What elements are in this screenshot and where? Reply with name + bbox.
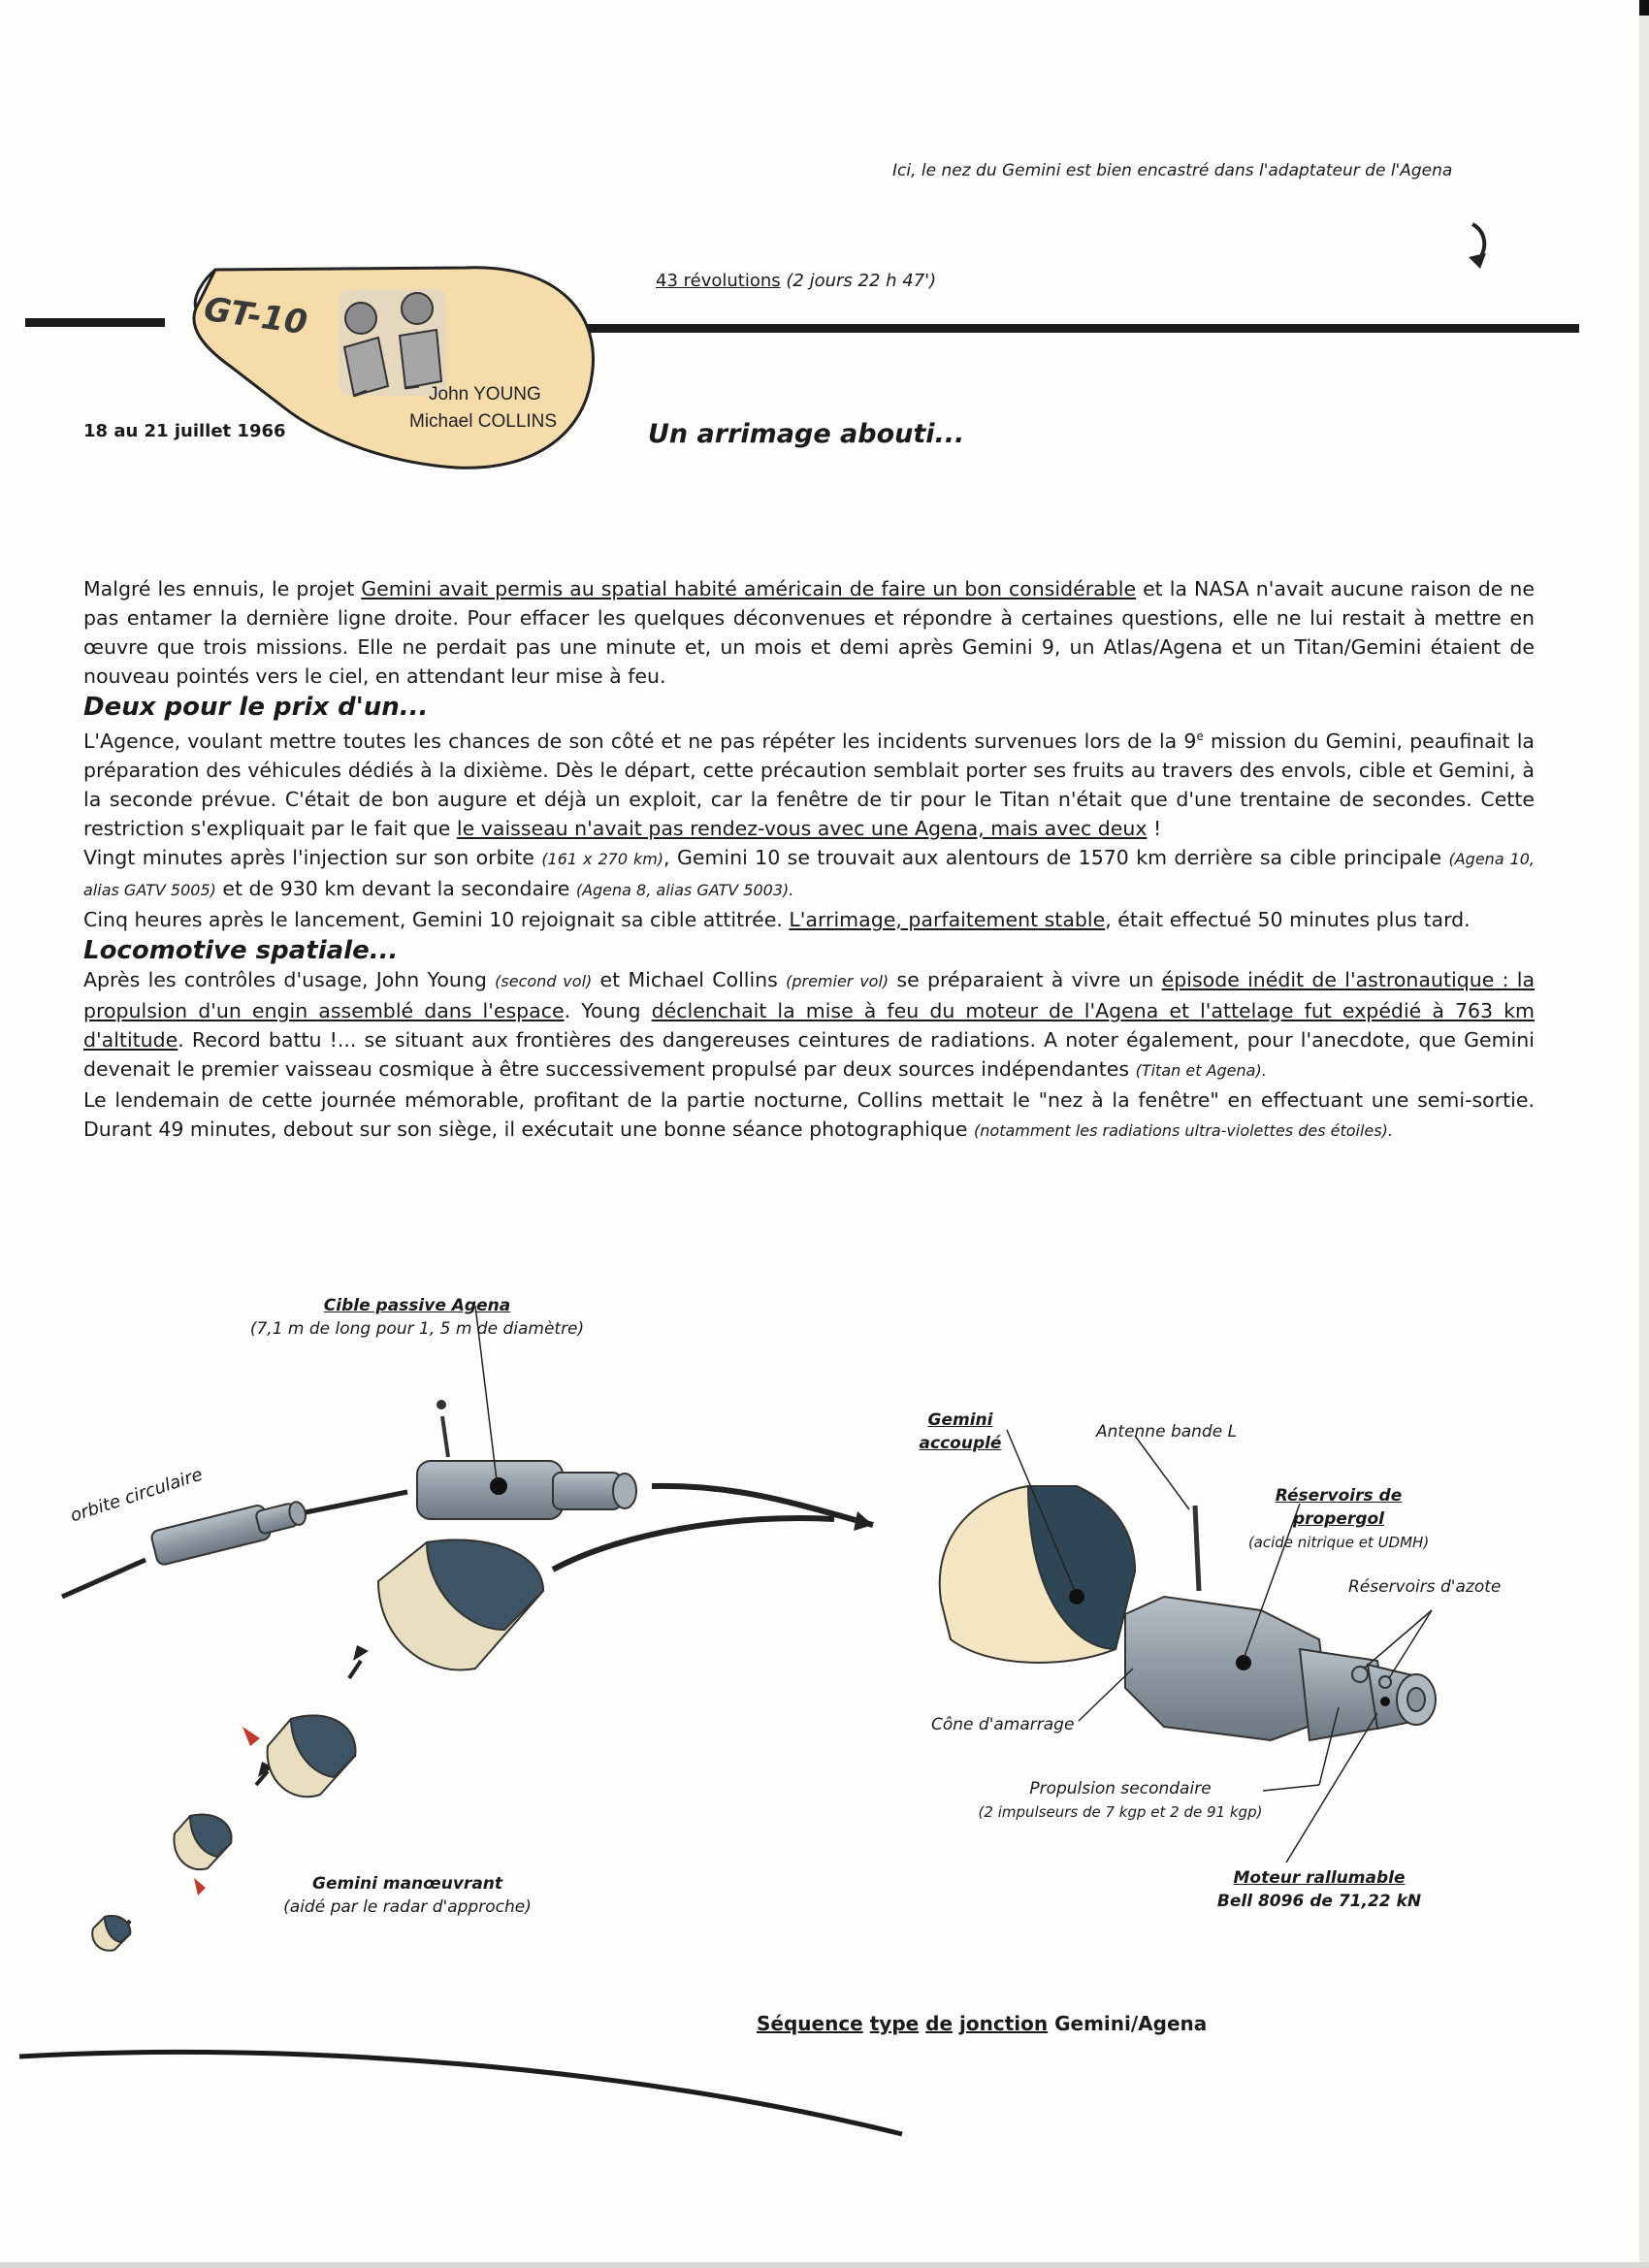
label-main-engine: Moteur rallumable Bell 8096 de 71,22 kN xyxy=(1216,1868,1422,1911)
sequence-caption: Séquence type de jonction Gemini/Agena xyxy=(757,2012,1208,2035)
intro-paragraph: Malgré les ennuis, le projet Gemini avait permis au spatial habité américain de faire un bon considérable et la NASA n'avait aucune raison de ne pas entamer la dernière ligne droite. Pour effacer les quelques déconvenues et répondre à certaines questions, elle ne lui restait à mettre en œuvre que trois missions. Elle ne perdait pas une minute et, un mois et demi après Gemini 9, un Atlas/Agena et un Titan/Gemini étaient de nouveau pointés vers le ciel, en attendant leur mise à feu. xyxy=(83,577,1535,688)
scan-edge-corner xyxy=(1639,0,1649,16)
patch-crew-collins: Michael COLLINS xyxy=(409,411,558,432)
revolutions-line xyxy=(656,271,936,291)
label-secondary-propulsion: Propulsion secondaire (2 impulseurs de 7 kgp et 2 de 91 kgp) xyxy=(978,1779,1263,1821)
header-rule-left xyxy=(25,318,165,327)
label-gemini-maneuvering: Gemini manœuvrant (aidé par le radar d'approche) xyxy=(283,1874,532,1917)
section2-paragraph1: Après les contrôles d'usage, John Young (second vol) et Michael Collins (premier vol) se préparaient à vivre un épisode inédit de l'astronautique : la propulsion d'un engin assemblé dans l'espace. Young déclenchait la mise à feu du moteur de l'Agena et l'attelage fut expédié à 763 km d'altitude. Record battu !... se situant aux frontières des dangereuses ceintures de radiations. A noter également, pour l'anecdote, que Gemini devenait le premier vaisseau cosmique à être successivement propulsé par deux sources indépendantes (Titan et Agena). xyxy=(83,967,1536,1081)
section1-paragraph2: Vingt minutes après l'injection sur son orbite (161 x 270 km), Gemini 10 se trouvait aux alentours de 1570 km derrière sa cible principale (Agena 10, alias GATV 5005) et de 930 km devant la secondaire (Agena 8, alias GATV 5003). xyxy=(83,845,1536,900)
astronauts-illustration xyxy=(340,289,446,396)
label-gemini-docked: Gemini accouplé xyxy=(919,1410,1002,1453)
mission-dates: 18 au 21 juillet 1966 xyxy=(83,421,286,441)
section-heading-deux-pour: Deux pour le prix d'un... xyxy=(83,693,429,722)
label-agena-target: Cible passive Agena (7,1 m de long pour 1, 5 m de diamètre) xyxy=(249,1296,585,1339)
bottom-arc xyxy=(19,2052,902,2134)
agena-small xyxy=(150,1495,309,1567)
article-body xyxy=(83,574,1535,1146)
top-caption: Ici, le nez du Gemini est bien encastré dans l'adaptateur de l'Agena xyxy=(892,161,1453,180)
label-nitrogen-tanks: Réservoirs d'azote xyxy=(1348,1577,1502,1597)
mission-patch xyxy=(146,260,601,473)
label-docking-cone: Cône d'amarrage xyxy=(931,1715,1075,1734)
scan-edge-bottom xyxy=(0,2262,1649,2268)
label-propellant-tanks: Réservoirs de propergol (acide nitrique et UDMH) xyxy=(1247,1486,1430,1551)
agena-passive-target xyxy=(417,1400,636,1519)
header-rule-right xyxy=(572,324,1579,333)
gemini-approach-large xyxy=(378,1539,543,1669)
gemini-approach-mid xyxy=(242,1715,355,1797)
patch-crew-young: John YOUNG xyxy=(429,384,541,405)
section2-paragraph2: Le lendemain de cette journée mémorable, profitant de la partie nocturne, Collins mettait le "nez à la fenêtre" en effectuant une semi-sortie. Durant 49 minutes, debout sur son siège, il exécutait une bonne séance photographique (notamment les radiations ultra-violettes des étoiles). xyxy=(83,1087,1535,1141)
section-heading-locomotive: Locomotive spatiale... xyxy=(83,935,399,965)
gemini-approach-tiny xyxy=(92,1916,130,1951)
mission-duration: (2 jours 22 h 47') xyxy=(786,271,937,291)
section1-paragraph3: Cinq heures après le lancement, Gemini 10 rejoignait sa cible attitrée. L'arrimage, parfaitement stable, était effectué 50 minutes plus tard. xyxy=(83,907,1471,931)
revolutions: 43 révolutions xyxy=(656,271,781,291)
label-antenna: Antenne bande L xyxy=(1096,1422,1238,1442)
patch-mission-id: GT-10 xyxy=(201,289,310,343)
gemini-approach-small xyxy=(174,1815,231,1895)
page-title: Un arrimage abouti... xyxy=(648,419,965,449)
section1-paragraph1: L'Agence, voulant mettre toutes les chances de son côté et ne pas répéter les incidents survenues lors de la 9e mission du Gemini, peaufinait la préparation des véhicules dédiés à la dixième. Dès le départ, cette précaution semblait porter ses fruits au travers des envols, cible et Gemini, à la seconde prévue. C'était de bon augure et déjà un exploit, car la fenêtre de tir pour le Titan n'était que d'une trentaine de secondes. Cette restriction s'expliquait par le fait que le vaisseau n'avait pas rendez-vous avec une Agena, mais avec deux ! xyxy=(83,729,1535,840)
label-orbit: orbite circulaire xyxy=(68,1464,206,1527)
curved-arrow-icon xyxy=(1465,218,1504,273)
